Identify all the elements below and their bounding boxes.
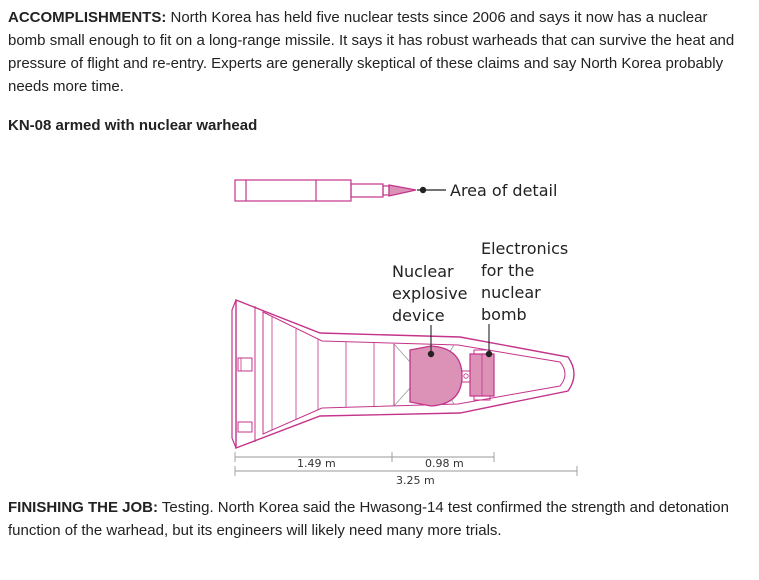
- area-pointer-dot: [420, 187, 426, 193]
- electronics-label-line: nuclear: [481, 283, 541, 302]
- finishing-paragraph: [8, 496, 748, 542]
- electronics-label-line: for the: [481, 261, 535, 280]
- missile-silhouette: [235, 180, 416, 201]
- accomplishments-text: North Korea has held five nuclear tests since 2006 and says it now has a nuclear bomb small enough to fit on a long-range missile. It says it has robust warheads that can survive the heat and pressure of flight and re-entry. Experts are generally skeptical of these claims and say North Korea probably needs more time.: [8, 9, 735, 95]
- nuclear-device: [410, 346, 462, 406]
- electronics-label: [481, 239, 573, 324]
- dimension-lines: [235, 452, 577, 476]
- strut: [394, 344, 410, 406]
- base-bracket: [238, 422, 252, 432]
- base-bracket: [238, 358, 252, 371]
- electronics-label-line: Electronics: [481, 239, 569, 258]
- rear-section-length: 0.98 m: [425, 457, 464, 470]
- nuclear-label-line: device: [392, 306, 445, 325]
- connector-port: [464, 374, 468, 378]
- front-section-length: 1.49 m: [297, 457, 336, 470]
- missile-body: [235, 180, 351, 201]
- device-connector: [462, 371, 470, 382]
- nuclear-leader-dot: [428, 351, 434, 357]
- area-of-detail-label: Area of detail: [450, 181, 558, 200]
- missile-upper-stage: [351, 184, 383, 197]
- nuclear-label-line: explosive: [392, 284, 468, 303]
- missile-warhead-tip: [389, 185, 416, 196]
- nuclear-device-label: [392, 262, 473, 325]
- accomplishments-heading: ACCOMPLISHMENTS:: [8, 9, 167, 26]
- missile-adapter: [383, 186, 389, 195]
- total-length: 3.25 m: [396, 474, 435, 487]
- electronics-leader-dot: [486, 351, 492, 357]
- finishing-text: Testing. North Korea said the Hwasong-14 test confirmed the strength and detonation function of the warhead, but its engineers will likely need many more trials.: [8, 499, 729, 539]
- nuclear-label-line: Nuclear: [392, 262, 454, 281]
- diagram-title: KN-08 armed with nuclear warhead: [8, 117, 258, 134]
- finishing-heading: FINISHING THE JOB:: [8, 499, 159, 516]
- electronics-label-line: bomb: [481, 305, 527, 324]
